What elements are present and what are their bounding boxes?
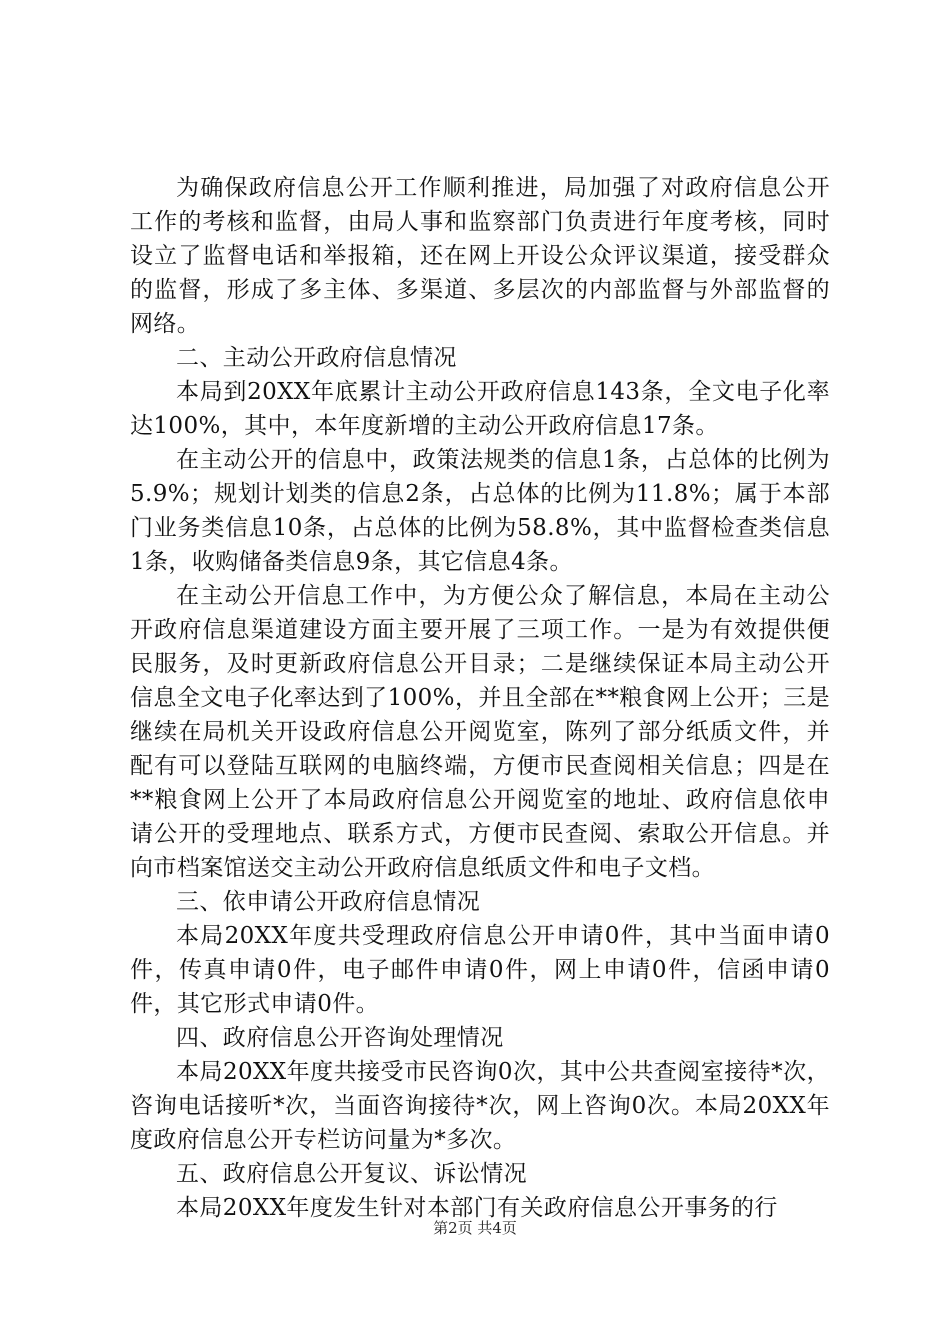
section-heading-5: 五、政府信息公开复议、诉讼情况 bbox=[176, 1161, 527, 1187]
document-body bbox=[130, 171, 830, 1225]
paragraph-requests: 本局20XX年度共受理政府信息公开申请0件，其中当面申请0件，传真申请0件，电子邮件申请0件，网上申请0件，信函申请0件，其它形式申请0件。 bbox=[130, 923, 830, 1017]
section-heading-3: 三、依申请公开政府信息情况 bbox=[176, 889, 481, 915]
section-heading-2: 二、主动公开政府信息情况 bbox=[176, 345, 457, 371]
section-heading-4: 四、政府信息公开咨询处理情况 bbox=[176, 1025, 504, 1051]
paragraph-proactive-breakdown: 在主动公开的信息中，政策法规类的信息1条，占总体的比例为5.9%；规划计划类的信息2条，占总体的比例为11.8%；属于本部门业务类信息10条，占总体的比例为58.8%，其中监督检查类信息1条，收购储备类信息9条，其它信息4条。 bbox=[130, 447, 830, 575]
paragraph-consultation: 本局20XX年度共接受市民咨询0次，其中公共查阅室接待*次，咨询电话接听*次，当面咨询接待*次，网上咨询0次。本局20XX年度政府信息公开专栏访问量为*多次。 bbox=[130, 1059, 830, 1153]
page-number-label: 第2页 共4页 bbox=[433, 1219, 517, 1237]
paragraph-review-litigation: 本局20XX年度发生针对本部门有关政府信息公开事务的行 bbox=[176, 1195, 778, 1221]
page-footer bbox=[0, 1218, 950, 1238]
paragraph-proactive-total: 本局到20XX年底累计主动公开政府信息143条，全文电子化率达100%，其中，本年度新增的主动公开政府信息17条。 bbox=[130, 379, 830, 439]
paragraph-supervision: 为确保政府信息公开工作顺利推进，局加强了对政府信息公开工作的考核和监督，由局人事和监察部门负责进行年度考核，同时设立了监督电话和举报箱，还在网上开设公众评议渠道，接受群众的监督，形成了多主体、多渠道、多层次的内部监督与外部监督的网络。 bbox=[130, 175, 830, 337]
paragraph-proactive-channels: 在主动公开信息工作中，为方便公众了解信息，本局在主动公开政府信息渠道建设方面主要开展了三项工作。一是为有效提供便民服务，及时更新政府信息公开目录；二是继续保证本局主动公开信息全文电子化率达到了100%，并且全部在**粮食网上公开；三是继续在局机关开设政府信息公开阅览室，陈列了部分纸质文件，并配有可以登陆互联网的电脑终端，方便市民查阅相关信息；四是在**粮食网上公开了本局政府信息公开阅览室的地址、政府信息依申请公开的受理地点、联系方式，方便市民查阅、索取公开信息。并向市档案馆送交主动公开政府信息纸质文件和电子文档。 bbox=[130, 583, 830, 881]
